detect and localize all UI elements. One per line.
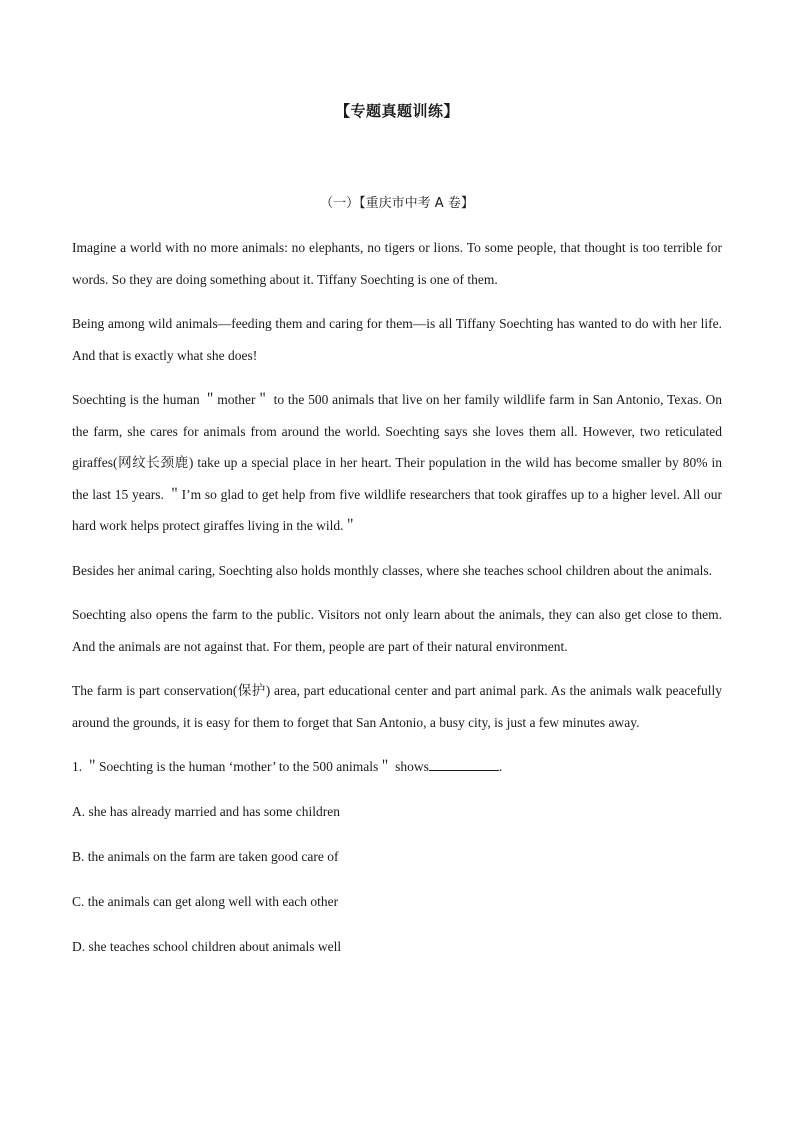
paragraph-2: Being among wild animals—feeding them and caring for them—is all Tiffany Soechting has wanted to do with her life. And that is exactly what she does!	[72, 316, 722, 363]
question-stem: 1. ＂Soechting is the human ‘mother’ to the 500 animals＂ shows	[72, 759, 429, 774]
reading-passage	[72, 232, 722, 976]
paragraph-1: Imagine a world with no more animals: no elephants, no tigers or lions. To some people, that thought is too terrible for words. So they are doing something about it. Tiffany Soechting is one of them.	[72, 240, 722, 287]
paragraph-6: The farm is part conservation(保护) area, part educational center and part animal park. As the animals walk peacefully around the grounds, it is easy for them to forget that San Antonio, a busy city, is just a few minutes away.	[72, 683, 722, 730]
question-1	[72, 751, 722, 783]
option-c: C. the animals can get along well with each other	[72, 894, 339, 909]
answer-blank[interactable]	[429, 758, 499, 771]
page-title: 【专题真题训练】	[334, 102, 459, 120]
option-a: A. she has already married and has some children	[72, 804, 341, 819]
paragraph-3: Soechting is the human ＂mother＂ to the 500 animals that live on her family wildlife farm in San Antonio, Texas. On the farm, she cares for animals from around the world. Soechting says she loves them all. However, two reticulated giraffes(网纹长颈鹿) take up a special place in her heart. Their population in the wild has become smaller by 80% in the last 15 years. ＂I’m so glad to get help from five wildlife researchers that took giraffes up to a higher level. All our hard work helps protect giraffes living in the wild.＂	[72, 392, 722, 533]
option-d: D. she teaches school children about animals well	[72, 939, 342, 954]
option-b: B. the animals on the farm are taken good care of	[72, 849, 339, 864]
section-subtitle: （一）【重庆市中考 A 卷】	[320, 196, 474, 211]
question-end: .	[498, 759, 503, 774]
paragraph-4: Besides her animal caring, Soechting also holds monthly classes, where she teaches school children about the animals.	[72, 562, 712, 578]
paragraph-5: Soechting also opens the farm to the public. Visitors not only learn about the animals, they can also get close to them. And the animals are not against that. For them, people are part of their natural environment.	[72, 607, 722, 654]
